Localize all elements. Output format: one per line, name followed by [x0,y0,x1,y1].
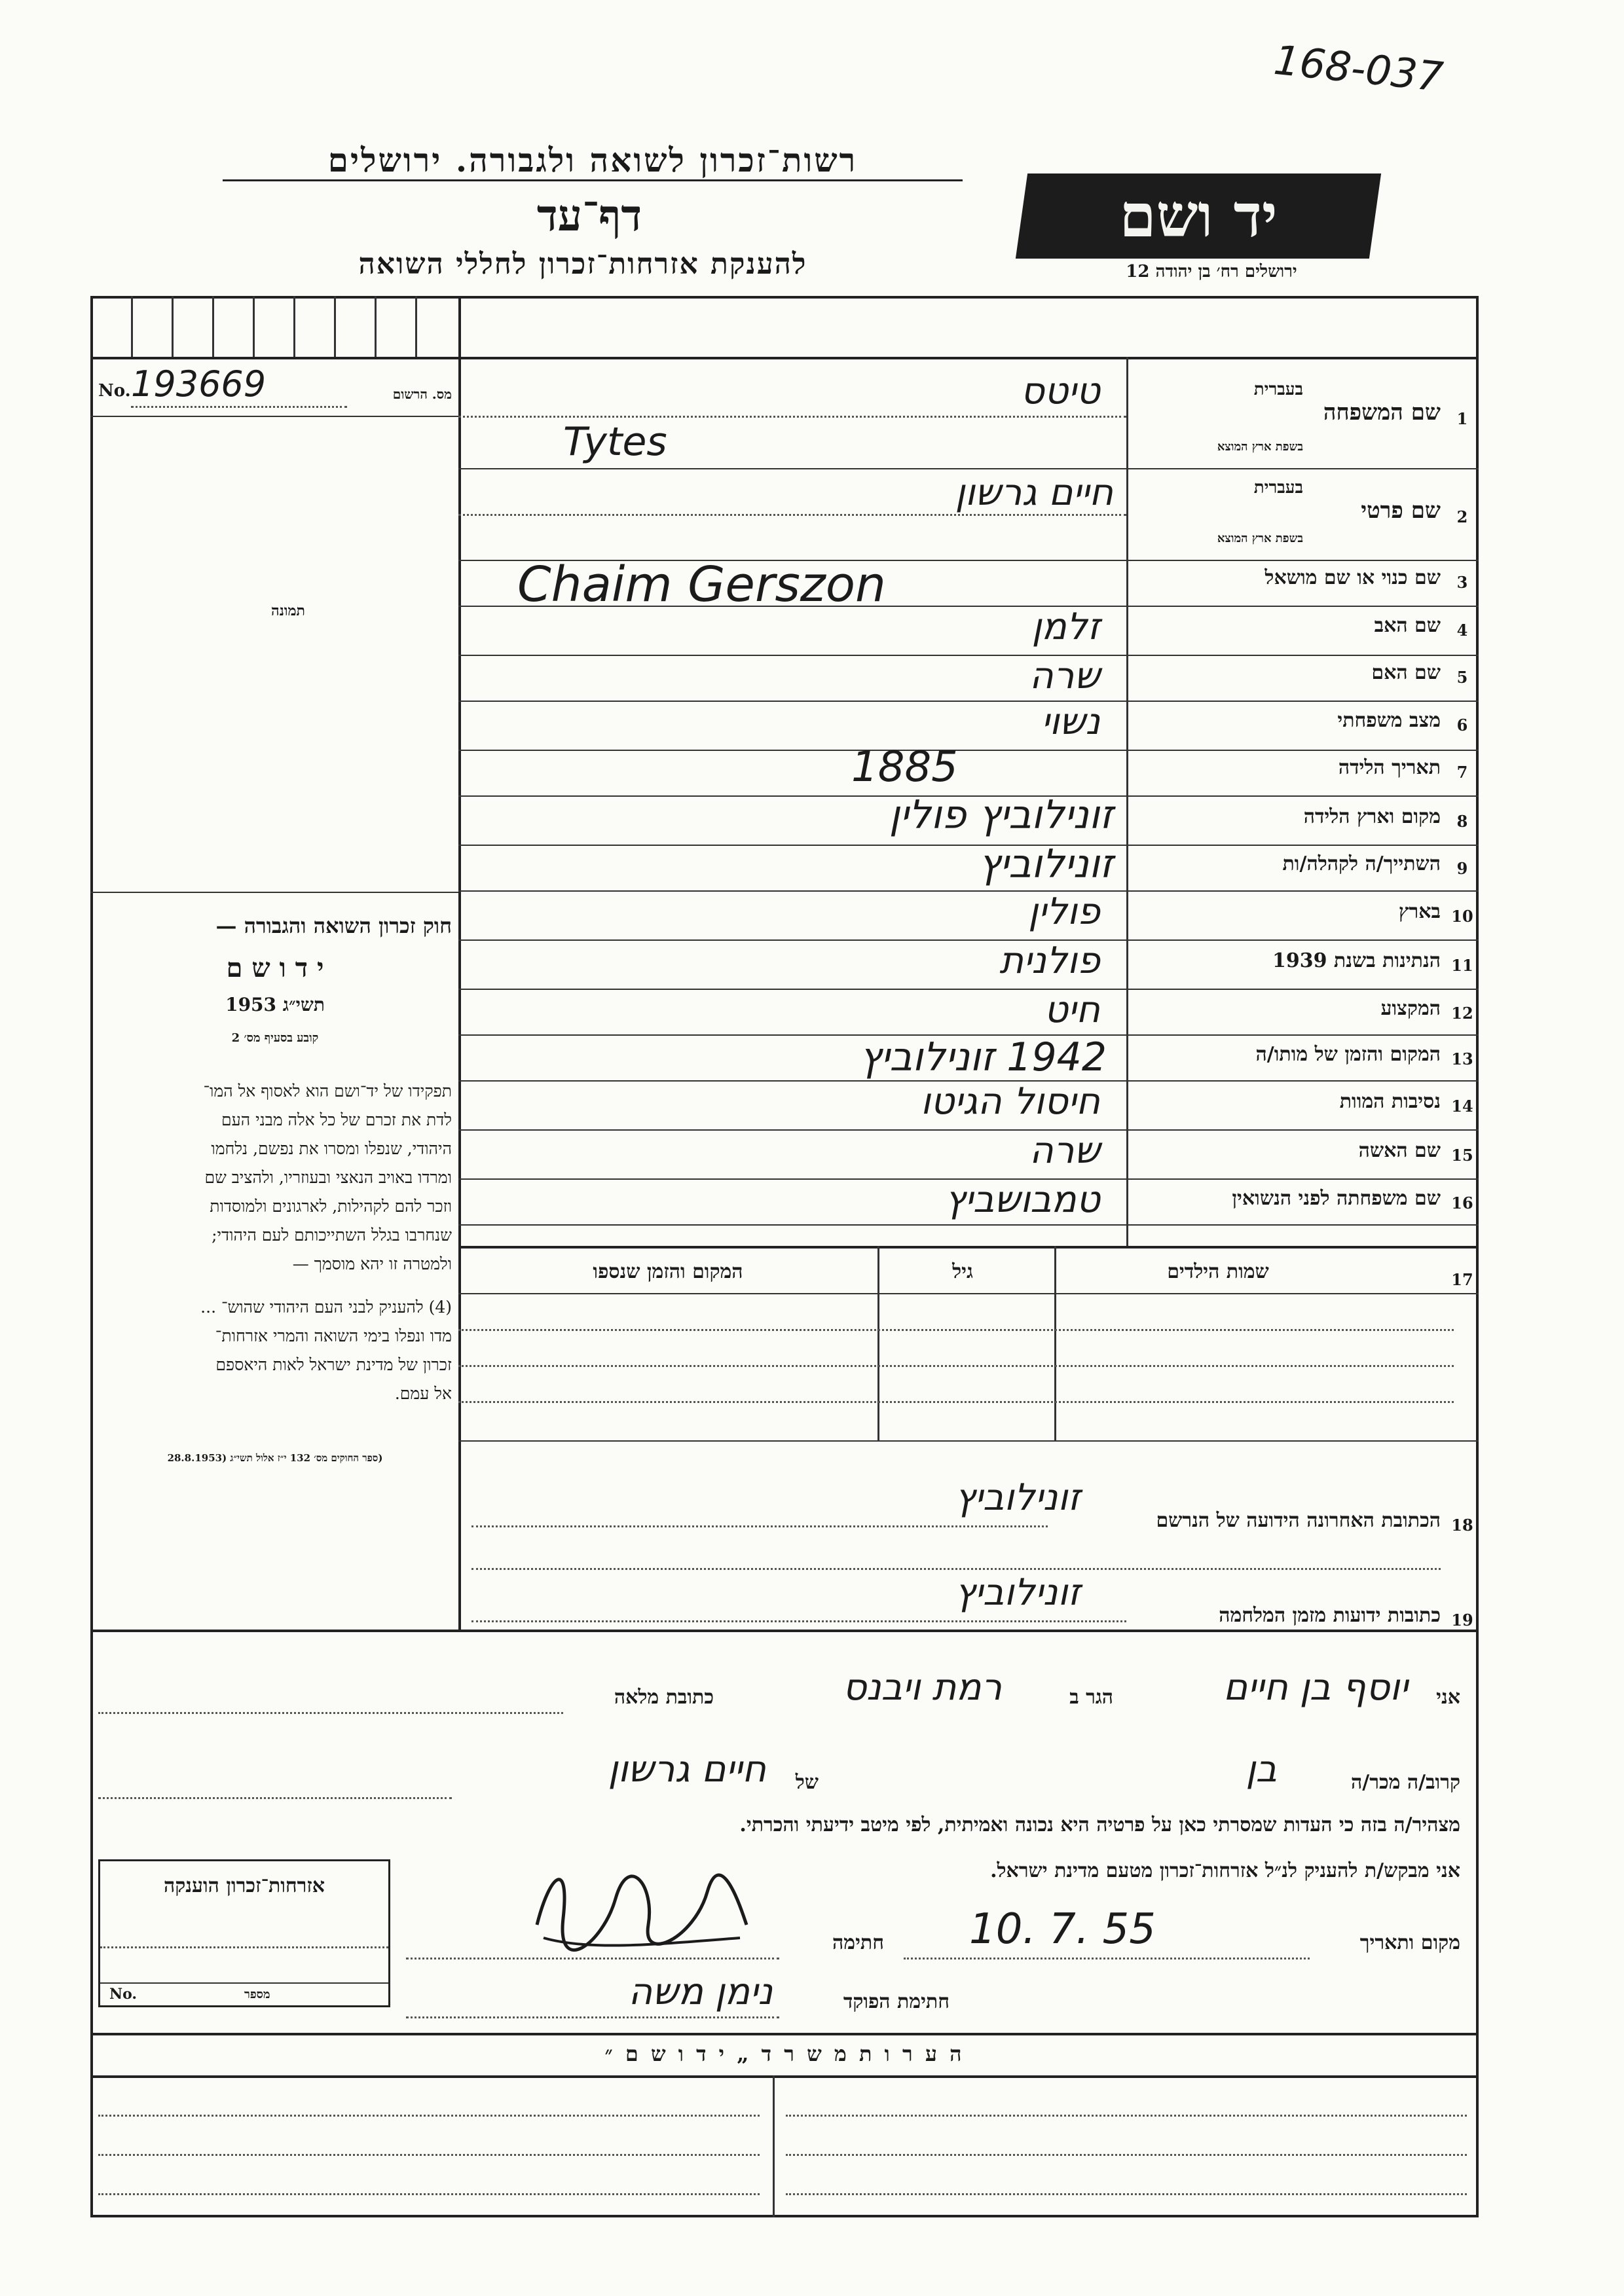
field-2-number: 2 [1456,507,1468,526]
decl-of: של [795,1771,819,1794]
field-8-label: מקום וארץ הלידה [1303,805,1441,828]
field-6-value: נשוי [1041,701,1100,743]
field-14-label: נסיבות המוות [1339,1090,1441,1113]
place-date-value: 10. 7. 55 [969,1905,1156,1954]
decl-full-address: כתובת מלאה [614,1686,714,1709]
place-date-label: מקום ותאריך [1359,1931,1460,1954]
field-10-label: בארץ [1398,900,1441,923]
law-line: ולמטרה זו יהא מוסמך — [292,1254,452,1273]
children-col-names: שמות הילדים [1167,1260,1269,1283]
law-name: י ד ו ש ם [226,953,324,983]
field-2-value-hebrew: חיים גרשון [955,471,1113,514]
law-line: אל עמם. [394,1384,452,1403]
field-16-value: טמבושביץ [945,1178,1100,1221]
field-16-label: שם משפחתה לפני הנשואין [1232,1187,1441,1210]
law-line: וזכר להם לקהילות, לארגונים ולמוסדות [210,1197,452,1216]
field-3-value: Chaim Gerszon [517,556,886,613]
field-14-value: חיסול הגיטו [920,1080,1100,1123]
law-line: (4) להעניק לבני העם היהודי שהוש־ ... [200,1298,452,1317]
law-paragraph-2 [98,1293,452,1408]
field-18-number: 18 [1451,1516,1473,1535]
field-5-number: 5 [1456,668,1468,687]
signature-mark [524,1846,760,1958]
citizenship-title: אזרחות־זכרון הוענקה [163,1874,325,1897]
office-notes-title: ה ע ר ו ת מ ש ר ד „ י ד ו ש ם ״ [604,2041,965,2066]
law-line: זכרון של מדינת ישראל לאות היאספם [215,1355,452,1374]
law-paragraph-1 [98,1077,452,1279]
field-14-number: 14 [1451,1097,1473,1116]
registration-label: מס. הרשום [392,386,452,402]
label-column-divider [1126,357,1128,1246]
officer-signature-value: נימן משה [628,1971,773,2013]
field-8-number: 8 [1456,812,1468,831]
field-18-label: הכתובת האחרונה הידועה של הנרשם [1156,1509,1441,1532]
field-6-label: מצב משפחתי [1337,709,1441,732]
decl-lives-in: הגר ב [1069,1686,1113,1709]
no-label: No. [98,381,131,401]
field-12-label: המקצוע [1380,997,1441,1020]
field-3-label: שם כנוי או שם מושאל [1264,566,1441,589]
citizenship-box [98,1859,390,2007]
field-12-number: 12 [1451,1004,1473,1023]
yad-vashem-logo [1016,173,1381,259]
field-19-label: כתובות ידועות מזמן המלחמה [1219,1604,1441,1627]
decl-prefix: אני [1436,1686,1460,1709]
officer-signature-label: חתימת הפוקד [843,1990,950,2013]
logo-address: ירושלים רח׳ בן יהודה 12 [1126,262,1297,282]
registration-number: 193669 [131,363,267,405]
field-17-number: 17 [1451,1270,1473,1289]
decl-relation: בן [1246,1748,1277,1791]
field-8-value: זונילוביץ פולין [889,792,1113,838]
field-9-number: 9 [1456,859,1468,878]
field-1-value-origin: Tytes [563,419,667,465]
law-line: מדו ונפלו בימי השואה והמרי אזרחות־ [215,1326,452,1345]
field-16-number: 16 [1451,1194,1473,1212]
children-col-age: גיל [952,1260,973,1283]
law-year: תשי״ג 1953 [225,994,325,1015]
field-2-label: שם פרטי [1361,498,1441,524]
field-1-number: 1 [1456,409,1468,428]
field-18-value: זונילוביץ [955,1476,1080,1519]
form-subtitle: להענקת אזרחות־זכרון לחללי השואה [358,247,807,281]
field-12-value: חיט [1044,989,1100,1031]
decl-name: יוסף בן חיים [1223,1666,1408,1709]
field-10-value: פולין [1028,890,1100,933]
corner-archive-number: 168-037 [1271,35,1446,101]
photo-label: תמונה [271,602,305,619]
notes-divider-top [90,2033,1479,2035]
field-1-value-hebrew: טיטס [1020,370,1100,412]
field-4-value: זלמן [1031,606,1100,648]
decl-place: רמת ויבנס [842,1666,1002,1709]
field-15-value: שרה [1029,1129,1100,1172]
field-1-sub-hebrew: בעברית [1253,380,1303,399]
signature-scribble [524,1846,760,1958]
field-4-label: שם האב [1374,614,1441,637]
field-5-value: שרה [1029,655,1100,697]
children-col-place: המקום והזמן שנספו [593,1260,743,1283]
law-line: היהודי, שנפלו ומסרו את נפשם, נלחמו [211,1139,452,1158]
law-line: לדת את זכרם של כל אלה מבני העם [221,1110,452,1129]
citizenship-number-label: מספר [244,1988,270,2001]
field-15-label: שם האשה [1358,1139,1441,1162]
field-11-number: 11 [1451,956,1473,975]
field-13-number: 13 [1451,1049,1473,1068]
law-line: ומרדו באויב הנאצי ובעוזריו, ולהציב שם [204,1168,452,1187]
decl-relative-label: קרוב/ה מכר/ה [1351,1771,1460,1794]
decl-statement: מצהיר/ה בזה כי העדות שמסרתי כאן על פרטיה היא נכונה ואמיתית, לפי מיטב ידיעתי והכרתי. [739,1813,1460,1836]
field-6-number: 6 [1456,716,1468,735]
notes-divider-bottom [90,2075,1479,2078]
field-11-value: פולנית [999,939,1100,982]
field-5-label: שם האם [1371,661,1441,684]
declaration-divider [90,1630,1479,1632]
field-11-label: הנתינות בשנת 1939 [1272,949,1441,972]
top-row-divider [90,357,1479,359]
law-line: שנחרבו בגלל השתייכותם לעם היהודי; [212,1226,452,1245]
citizenship-no: No. [109,1986,138,2003]
signature-label: חתימה [832,1931,884,1954]
field-19-value: זונילוביץ [955,1571,1080,1614]
authority-heading: רשות־זכרון לשואה ולגבורה. ירושלים [223,141,963,181]
field-2-sub-origin: בשפת ארץ המוצא [1217,532,1303,545]
field-2-sub-hebrew: בעברית [1253,478,1303,498]
field-9-label: השתייך/ה לקהלה/ות [1282,852,1441,875]
field-9-value: זונילוביץ [978,841,1113,887]
field-13-label: המקום והזמן של מותו/ה [1255,1043,1441,1066]
field-13-value: 1942 זונילוביץ [859,1034,1107,1080]
decl-request: אני מבקש/ת להעניק לנ״ל אזרחות־זכרון מטעם מדינת ישראל. [990,1859,1460,1882]
law-clause: קובע בסעיף מס׳ 2 [231,1031,319,1045]
law-line: תפקידו של יד־ושם הוא לאסוף אל המו־ [203,1082,452,1101]
field-4-number: 4 [1456,621,1468,640]
field-10-number: 10 [1451,907,1473,926]
logo-text: יד ושם [1119,181,1278,251]
field-1-label: שם המשפחה [1323,399,1441,426]
field-7-label: תאריך הלידה [1338,756,1441,779]
field-15-number: 15 [1451,1146,1473,1165]
law-source: (ספר החוקים מס׳ 132 י״ז אלול תשי״ג (28.8.1953 [167,1452,383,1464]
field-3-number: 3 [1456,573,1468,592]
field-7-value: 1885 [851,743,958,792]
field-19-number: 19 [1451,1611,1473,1630]
field-1-sub-origin: בשפת ארץ המוצא [1217,440,1303,454]
law-title: חוק זכרון השואה והגבורה — [215,913,452,938]
left-column-divider [458,296,461,1630]
decl-subject-name: חיים גרשון [608,1748,766,1791]
form-title: דף־עד [536,190,642,241]
field-7-number: 7 [1456,763,1468,782]
